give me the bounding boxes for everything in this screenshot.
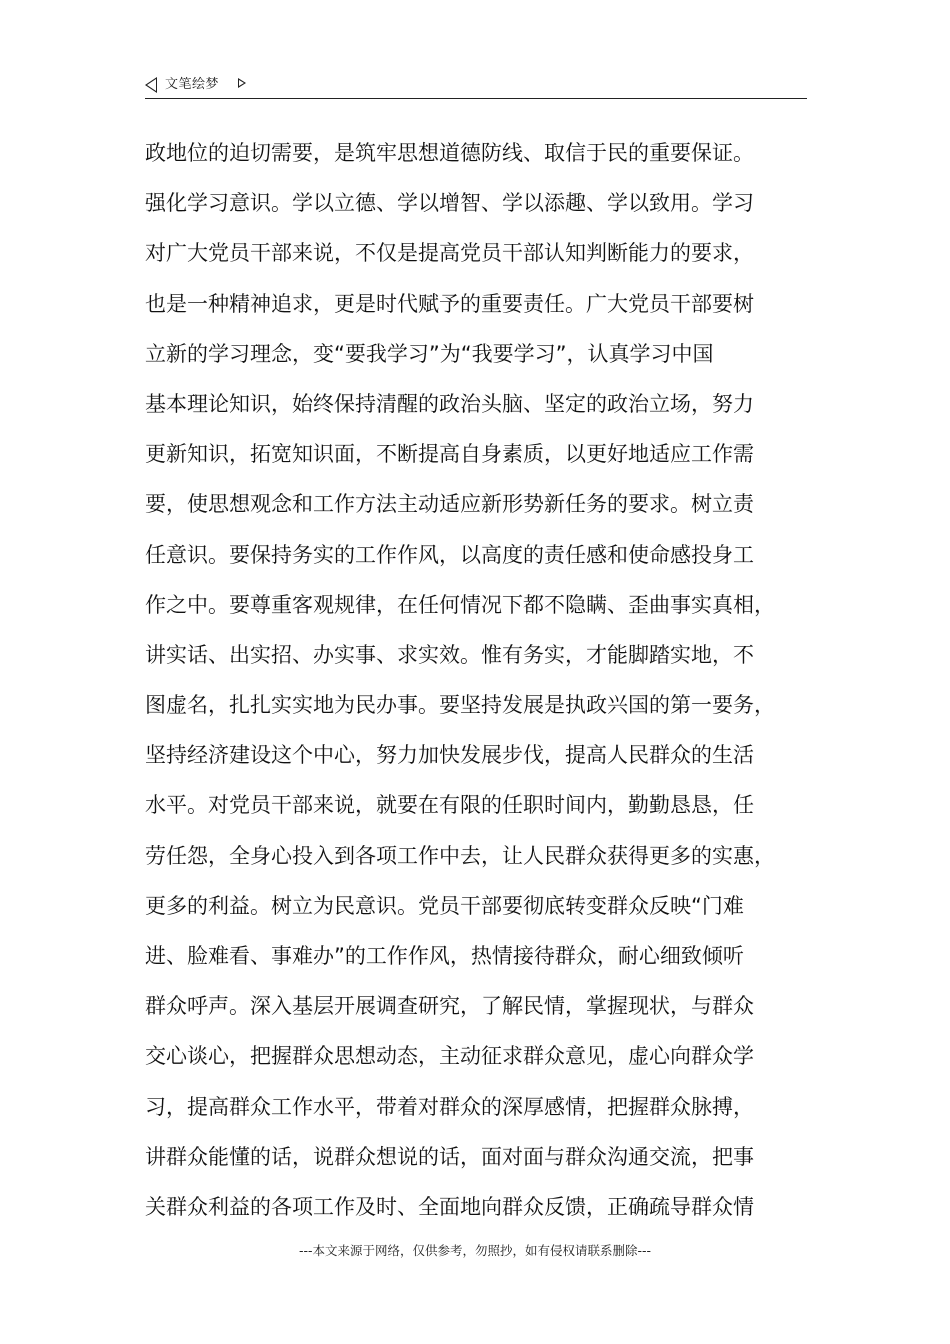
body-line: 讲群众能懂的话，说群众想说的话，面对面与群众沟通交流，把事 xyxy=(145,1144,754,1169)
body-line: 关群众利益的各项工作及时、全面地向群众反馈，正确疏导群众情 xyxy=(145,1194,754,1219)
body-line: 立新的学习理念，变“要我学习”为“我要学习”，认真学习中国 xyxy=(145,341,714,366)
body-line: 图虚名，扎扎实实地为民办事。要坚持发展是执政兴国的第一要务， xyxy=(145,693,775,718)
body-line: 坚持经济建设这个中心，努力加快发展步伐，提高人民群众的生活 xyxy=(145,743,754,768)
body-line: 劳任怨，全身心投入到各项工作中去，让人民群众获得更多的实惠， xyxy=(145,843,775,868)
body-line: 对广大党员干部来说，不仅是提高党员干部认知判断能力的要求， xyxy=(145,241,754,266)
body-line: 水平。对党员干部来说，就要在有限的任职时间内，勤勤恳恳，任 xyxy=(145,793,754,818)
body-line: 强化学习意识。学以立德、学以增智、学以添趣、学以致用。学习 xyxy=(145,191,754,216)
page-header xyxy=(145,74,807,99)
header-title: 文笔绘梦 xyxy=(165,77,220,92)
body-line: 任意识。要保持务实的工作作风，以高度的责任感和使命感投身工 xyxy=(145,542,754,567)
body-line: 要，使思想观念和工作方法主动适应新形势新任务的要求。树立责 xyxy=(145,492,754,517)
body-line: 作之中。要尊重客观规律，在任何情况下都不隐瞒、歪曲事实真相， xyxy=(145,592,775,617)
body-line: 交心谈心，把握群众思想动态，主动征求群众意见，虚心向群众学 xyxy=(145,1044,754,1069)
body-line: 更新知识，拓宽知识面，不断提高自身素质，以更好地适应工作需 xyxy=(145,442,754,467)
page-footer: ---本文来源于网络，仅供参考，勿照抄，如有侵权请联系删除--- xyxy=(298,1243,652,1258)
body-line: 习，提高群众工作水平，带着对群众的深厚感情，把握群众脉搏， xyxy=(145,1094,754,1119)
left-triangle-icon xyxy=(145,77,157,93)
body-line: 也是一种精神追求，更是时代赋予的重要责任。广大党员干部要树 xyxy=(145,291,754,316)
body-line: 讲实话、出实招、办实事、求实效。惟有务实，才能脚踏实地，不 xyxy=(145,642,754,667)
body-line: 政地位的迫切需要，是筑牢思想道德防线、取信于民的重要保证。 xyxy=(145,141,754,165)
document-body xyxy=(145,128,825,1232)
body-line: 更多的利益。树立为民意识。党员干部要彻底转变群众反映“门难 xyxy=(145,893,744,918)
body-line: 进、脸难看、事难办”的工作作风，热情接待群众，耐心细致倾听 xyxy=(145,944,744,968)
body-line: 基本理论知识，始终保持清醒的政治头脑、坚定的政治立场，努力 xyxy=(145,391,754,416)
right-triangle-icon xyxy=(238,78,246,88)
body-line: 群众呼声。深入基层开展调查研究，了解民情，掌握现状，与群众 xyxy=(145,994,754,1019)
